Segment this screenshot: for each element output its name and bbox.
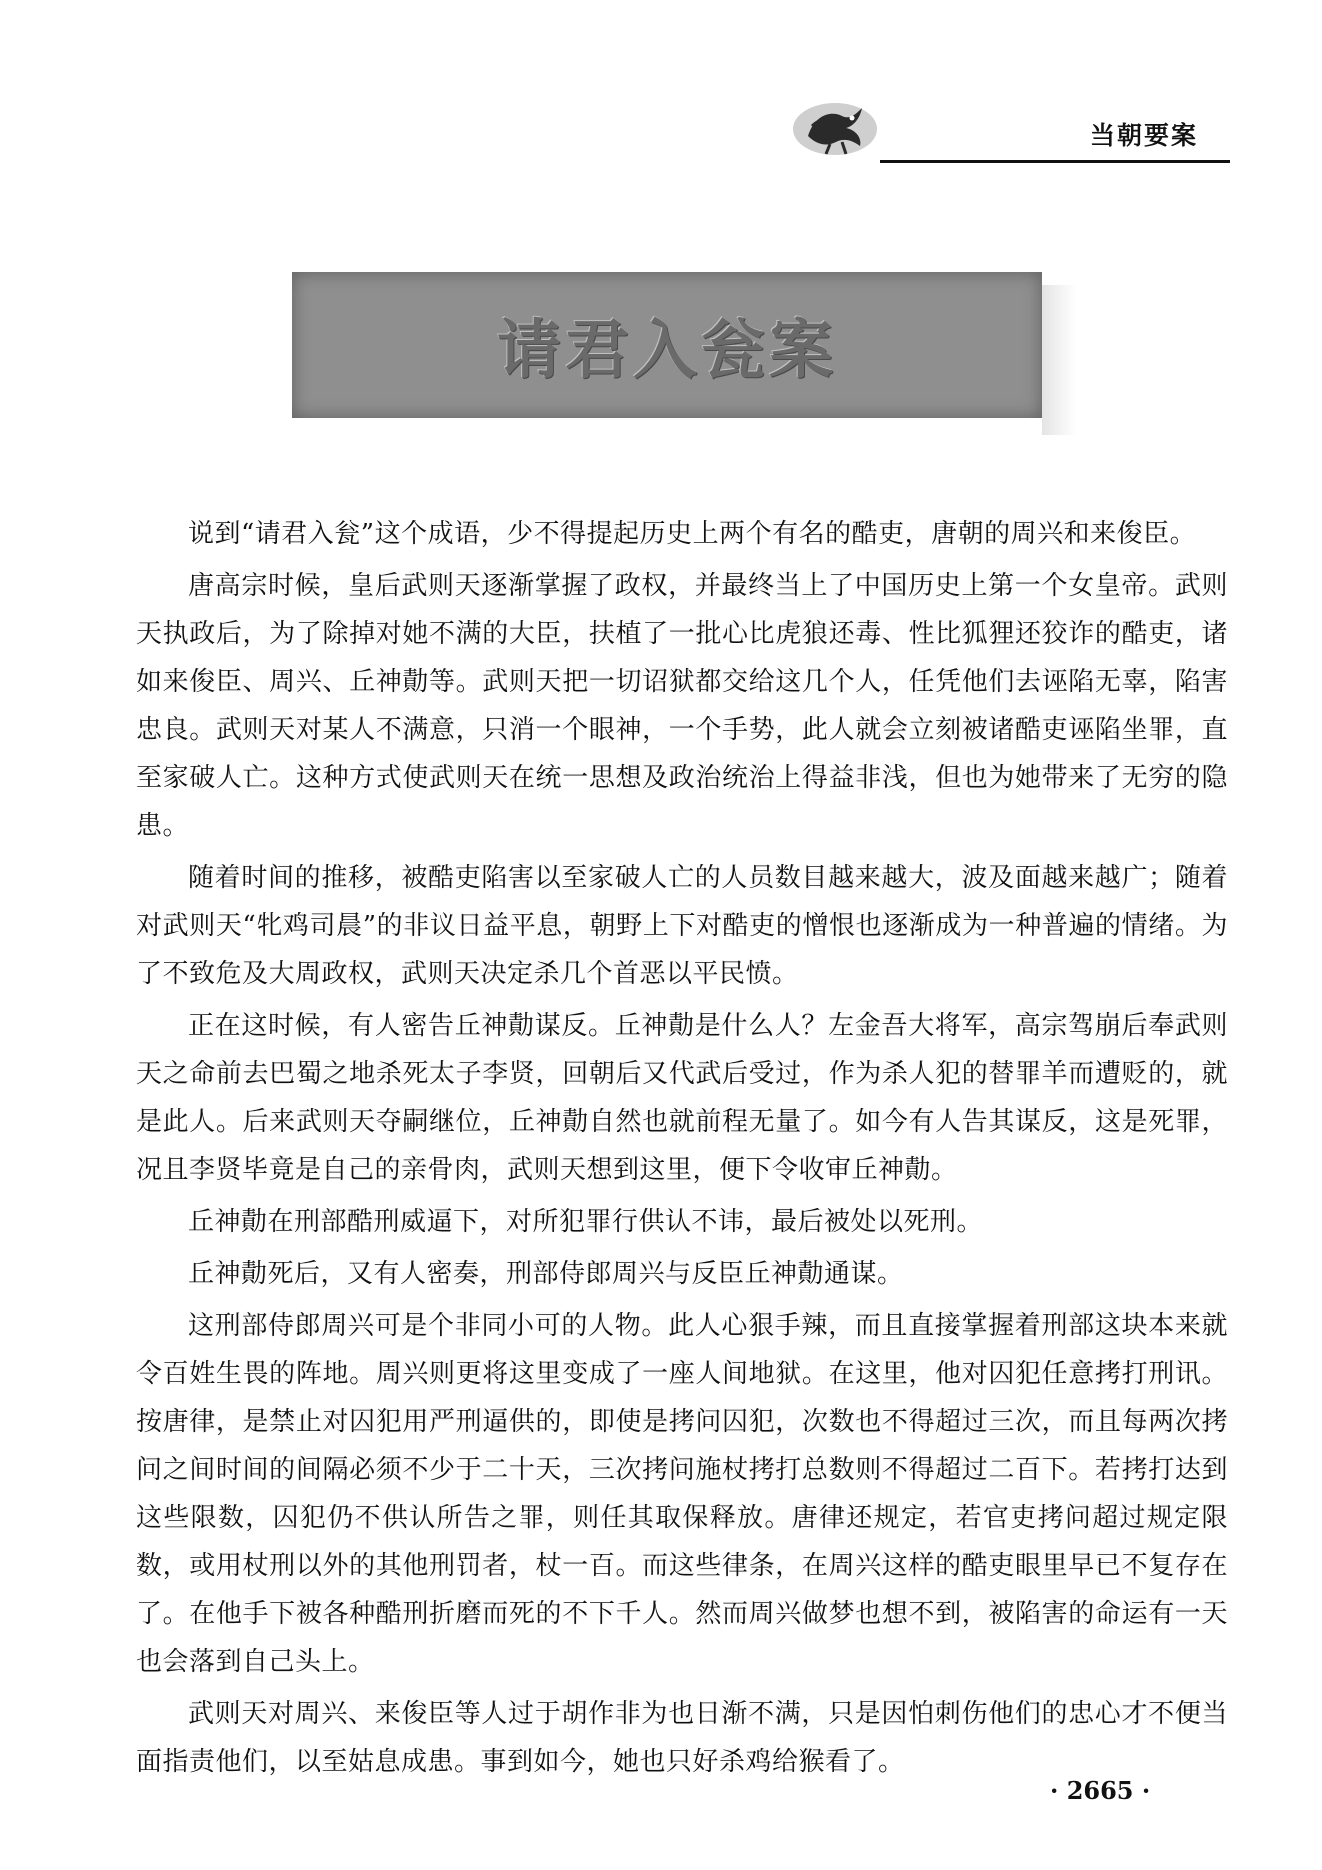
- paragraph: 这刑部侍郎周兴可是个非同小可的人物。此人心狠手辣，而且直接掌握着刑部这块本来就令百姓生畏的阵地。周兴则更将这里变成了一座人间地狱。在这里，他对囚犯任意拷打刑讯。按唐律，是禁止对囚犯用严刑逼供的，即使是拷问囚犯，次数也不得超过三次，而且每两次拷问之间时间的间隔必须不少于二十天，三次拷问施杖拷打总数则不得超过二百下。若拷打达到这些限数，囚犯仍不供认所告之罪，则任其取保释放。唐律还规定，若官吏拷问超过规定限数，或用杖刑以外的其他刑罚者，杖一百。而这些律条，在周兴这样的酷吏眼里早已不复存在了。在他手下被各种酷刑折磨而死的不下千人。然而周兴做梦也想不到，被陷害的命运有一天也会落到自己头上。: [136, 1311, 1228, 1677]
- article-body: [136, 510, 1228, 1790]
- paragraph: 武则天对周兴、来俊臣等人过于胡作非为也日渐不满，只是因怕刺伤他们的忠心才不便当面指责他们，以至姑息成患。事到如今，她也只好杀鸡给猴看了。: [136, 1699, 1228, 1777]
- paragraph: 说到“请君入瓮”这个成语，少不得提起历史上两个有名的酷吏，唐朝的周兴和来俊臣。: [188, 519, 1197, 549]
- article-title: 请君入瓮案: [497, 313, 837, 388]
- paragraph: 丘神勣死后，又有人密奏，刑部侍郎周兴与反臣丘神勣通谋。: [188, 1259, 904, 1289]
- title-banner: [292, 272, 1042, 418]
- paragraph: 正在这时候，有人密告丘神勣谋反。丘神勣是什么人？左金吾大将军，高宗驾崩后奉武则天之命前去巴蜀之地杀死太子李贤，回朝后又代武后受过，作为杀人犯的替罪羊而遭贬的，就是此人。后来武则天夺嗣继位，丘神勣自然也就前程无量了。如今有人告其谋反，这是死罪，况且李贤毕竟是自己的亲骨肉，武则天想到这里，便下令收审丘神勣。: [136, 1011, 1228, 1185]
- title-banner-shadow: [1042, 285, 1076, 435]
- paragraph: 唐高宗时候，皇后武则天逐渐掌握了政权，并最终当上了中国历史上第一个女皇帝。武则天执政后，为了除掉对她不满的大臣，扶植了一批心比虎狼还毒、性比狐狸还狡诈的酷吏，诸如来俊臣、周兴、丘神勣等。武则天把一切诏狱都交给这几个人，任凭他们去诬陷无辜，陷害忠良。武则天对某人不满意，只消一个眼神，一个手势，此人就会立刻被诸酷吏诬陷坐罪，直至家破人亡。这种方式使武则天在统一思想及政治统治上得益非浅，但也为她带来了无穷的隐患。: [136, 571, 1228, 841]
- paragraph: 丘神勣在刑部酷刑威逼下，对所犯罪行供认不讳，最后被处以死刑。: [188, 1207, 984, 1237]
- paragraph: 随着时间的推移，被酷吏陷害以至家破人亡的人员数目越来越大，波及面越来越广；随着对武则天“牝鸡司晨”的非议日益平息，朝野上下对酷吏的憎恨也逐渐成为一种普遍的情绪。为了不致危及大周政权，武则天决定杀几个首恶以平民愤。: [136, 863, 1228, 989]
- header-divider: [880, 160, 1230, 163]
- dragon-emblem-icon: [790, 96, 880, 158]
- section-title: 当朝要案: [1090, 121, 1199, 150]
- page-number: · 2665 ·: [1050, 1776, 1151, 1805]
